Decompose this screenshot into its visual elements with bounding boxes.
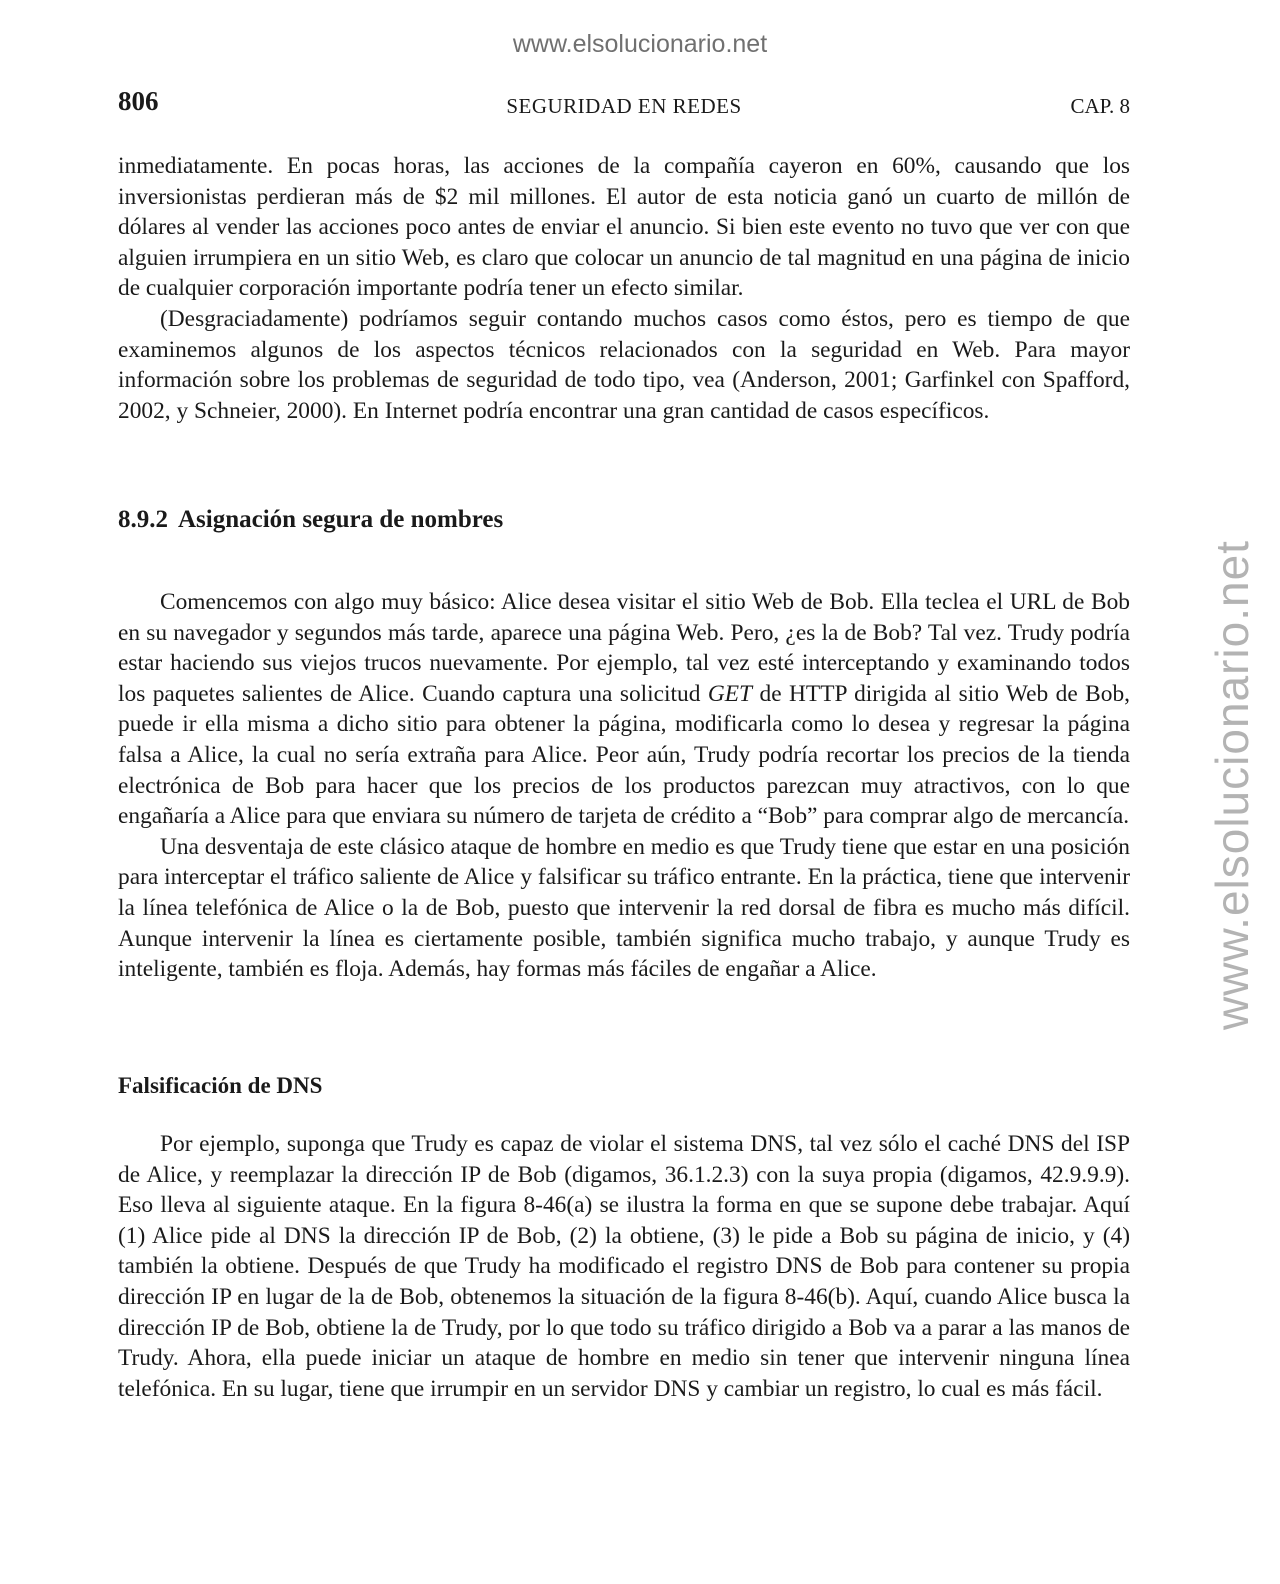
intro-text <box>118 151 1130 426</box>
intro-paragraph-1: inmediatamente. En pocas horas, las acciones de la compañía cayeron en 60%, causando que los inversionistas perdieran más de $2 mil millones. El autor de esta noticia ganó un cuarto de millón de dólares al vender las acciones poco antes de enviar el anuncio. Si bien este evento no tuvo que ver con que alguien irrumpiera en un sitio Web, es claro que colocar un anuncio de tal magnitud en una página de inicio de cualquier corporación importante podría tener un efecto similar. <box>118 153 1130 302</box>
chapter-label: CAP. 8 <box>1070 94 1130 118</box>
watermark-top: www.elsolucionario.net <box>512 30 768 58</box>
get-term: GET <box>707 680 753 707</box>
running-head <box>118 86 1130 122</box>
section-paragraph-1-part-a: Comencemos con algo muy básico: Alice desea visitar el sitio Web de Bob. Ella teclea el URL de Bob en su navegador y segundos más tarde, aparece una página Web. Pero, ¿es la de Bob? Tal vez. Trudy podría estar haciendo sus viejos trucos nuevamente. Por ejemplo, tal vez esté interceptando y examinando todos los paquetes salientes de Alice. Cuando captura una solicitud <box>118 589 1130 707</box>
section-title: Asignación segura de nombres <box>178 506 504 533</box>
subsection-heading: Falsificación de DNS <box>118 1073 323 1098</box>
section-heading <box>118 506 503 534</box>
subsection-paragraph-1: Por ejemplo, suponga que Trudy es capaz de violar el sistema DNS, tal vez sólo el caché DNS del ISP de Alice, y reemplazar la dirección IP de Bob (digamos, 36.1.2.3) con la suya propia (digamos, 42.9.9.9). Eso lleva al siguiente ataque. En la figura 8-46(a) se ilustra la forma en que se supone debe trabajar. Aquí (1) Alice pide al DNS la dirección IP de Bob, (2) la obtiene, (3) le pide a Bob su página de inicio, y (4) también la obtiene. Después de que Trudy ha modificado el registro DNS de Bob para contener su propia dirección IP en lugar de la de Bob, obtenemos la situación de la figura 8-46(b). Aquí, cuando Alice busca la dirección IP de Bob, obtiene la de Trudy, por lo que todo su tráfico dirigido a Bob va a parar a las manos de Trudy. Ahora, ella puede iniciar un ataque de hombre en medio sin tener que intervenir ninguna línea telefónica. En su lugar, tiene que irrumpir en un servidor DNS y cambiar un registro, lo cual es más fácil. <box>118 1131 1130 1402</box>
section-body <box>118 587 1130 985</box>
section-paragraph-1-part-b: de HTTP dirigida al sitio Web de Bob, puede ir ella misma a dicho sitio para obtener la página, modificarla como lo desea y regresar la página falsa a Alice, la cual no sería extraña para Alice. Peor aún, Trudy podría recortar los precios de la tienda electrónica de Bob para hacer que los precios de los productos parezcan muy atractivos, con lo que engañaría a Alice para que enviara su número de tarjeta de crédito a “Bob” para comprar algo de mercancía. <box>118 680 1131 830</box>
section-paragraph-2: Una desventaja de este clásico ataque de hombre en medio es que Trudy tiene que estar en una posición para interceptar el tráfico saliente de Alice y falsificar su tráfico entrante. En la práctica, tiene que intervenir la línea telefónica de Alice o la de Bob, puesto que intervenir la red dorsal de fibra es mucho más difícil. Aunque intervenir la línea es ciertamente posible, también significa mucho trabajo, y aunque Trudy es inteligente, también es floja. Además, hay formas más fáciles de engañar a Alice. <box>118 833 1130 983</box>
intro-paragraph-2: (Desgraciadamente) podríamos seguir contando muchos casos como éstos, pero es tiempo de que examinemos algunos de los aspectos técnicos relacionados con la seguridad en Web. Para mayor información sobre los problemas de seguridad de todo tipo, vea (Anderson, 2001; Garfinkel con Spafford, 2002, y Schneier, 2000). En Internet podría encontrar una gran cantidad de casos específicos. <box>118 305 1130 424</box>
watermark-side: www.elsolucionario.net <box>1206 540 1258 1030</box>
page-number: 806 <box>118 86 159 116</box>
running-title: SEGURIDAD EN REDES <box>506 94 742 118</box>
section-number: 8.9.2 <box>118 506 168 533</box>
section-paragraph-1 <box>118 587 1130 832</box>
subsection-body <box>118 1129 1130 1404</box>
